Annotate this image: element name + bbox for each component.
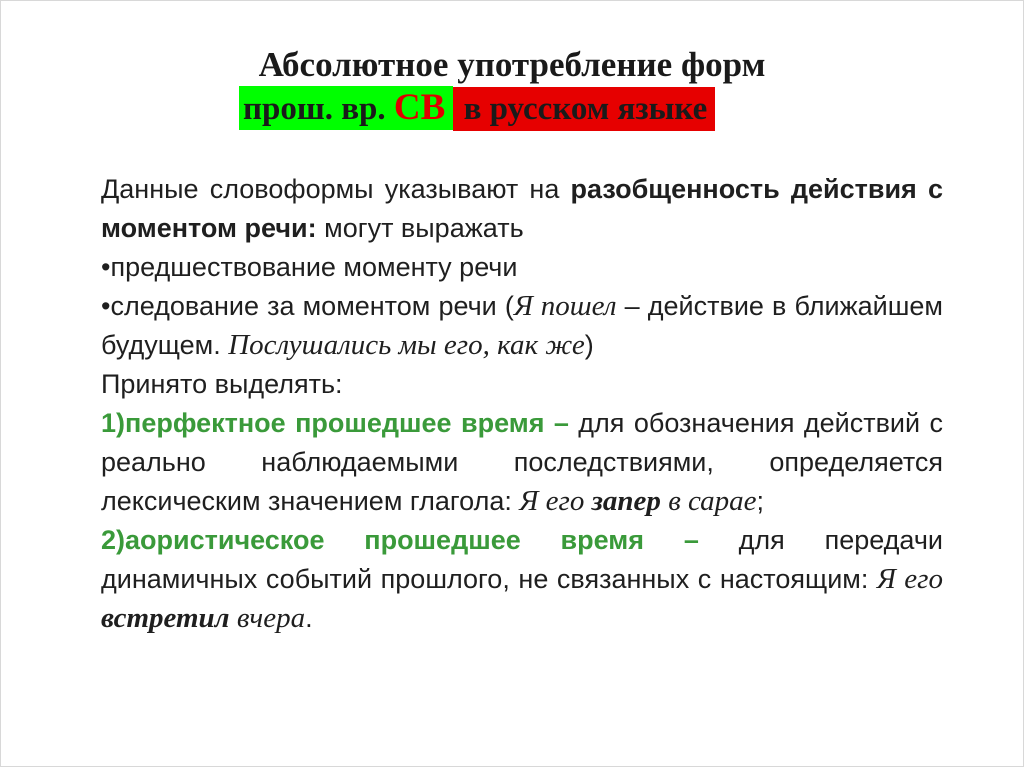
subtitle-red-highlight (453, 87, 715, 131)
subtitle-cv: СВ (393, 87, 446, 128)
slide-subtitle (239, 86, 715, 130)
bullet2-middle: – действие в ближайшем будущем. (101, 291, 943, 360)
item1-example-bold: запер (591, 485, 661, 517)
bullet2-end: ) (584, 330, 594, 360)
bullet2-example2: Послушались мы его, как же (228, 329, 585, 361)
slide-body (101, 170, 943, 638)
item1-label: 1)перфектное прошедшее время – (101, 408, 569, 438)
item2-example-bold: встретил (101, 602, 230, 634)
subtitle-green-highlight (239, 86, 453, 130)
bullet2-example1: Я пошел (513, 290, 617, 322)
subtitle-prefix: прош. вр. (243, 91, 394, 127)
slide-title: Абсолютное употребление форм (258, 45, 766, 84)
paragraph-intro (101, 170, 943, 248)
item2-end: . (305, 603, 313, 633)
bullet2-start: •следование за моментом речи ( (101, 291, 514, 321)
item2-example-post: вчера (229, 602, 306, 634)
item1-example-pre: Я его (519, 485, 592, 517)
bullet-precedence: •предшествование моменту речи (101, 252, 518, 282)
item1-text: для обозначения действий с реально наблюдаемыми последствиями, определяется лексическим значением глагола: (101, 408, 943, 516)
item2-text: для передачи динамичных событий прошлого, не связанных с настоящим: (101, 525, 943, 594)
subtitle-suffix: в русском языке (455, 91, 708, 127)
bullet-following (101, 287, 943, 365)
item1-end: ; (756, 486, 765, 516)
intro-text: Данные словоформы указывают на (101, 174, 571, 204)
item1-example (519, 485, 756, 517)
intro-rest-text: могут выражать (316, 213, 524, 243)
item-perfect (101, 404, 943, 521)
item2-example-pre: Я его (876, 563, 943, 595)
intro-bold-text: разобщенность действия с моментом речи: (101, 174, 943, 243)
accepted-line: Принято выделять: (101, 369, 343, 399)
item1-example-post: в сарае (660, 485, 757, 517)
item-aorist (101, 521, 943, 638)
item2-label: 2)аористическое прошедшее время – (101, 525, 699, 555)
